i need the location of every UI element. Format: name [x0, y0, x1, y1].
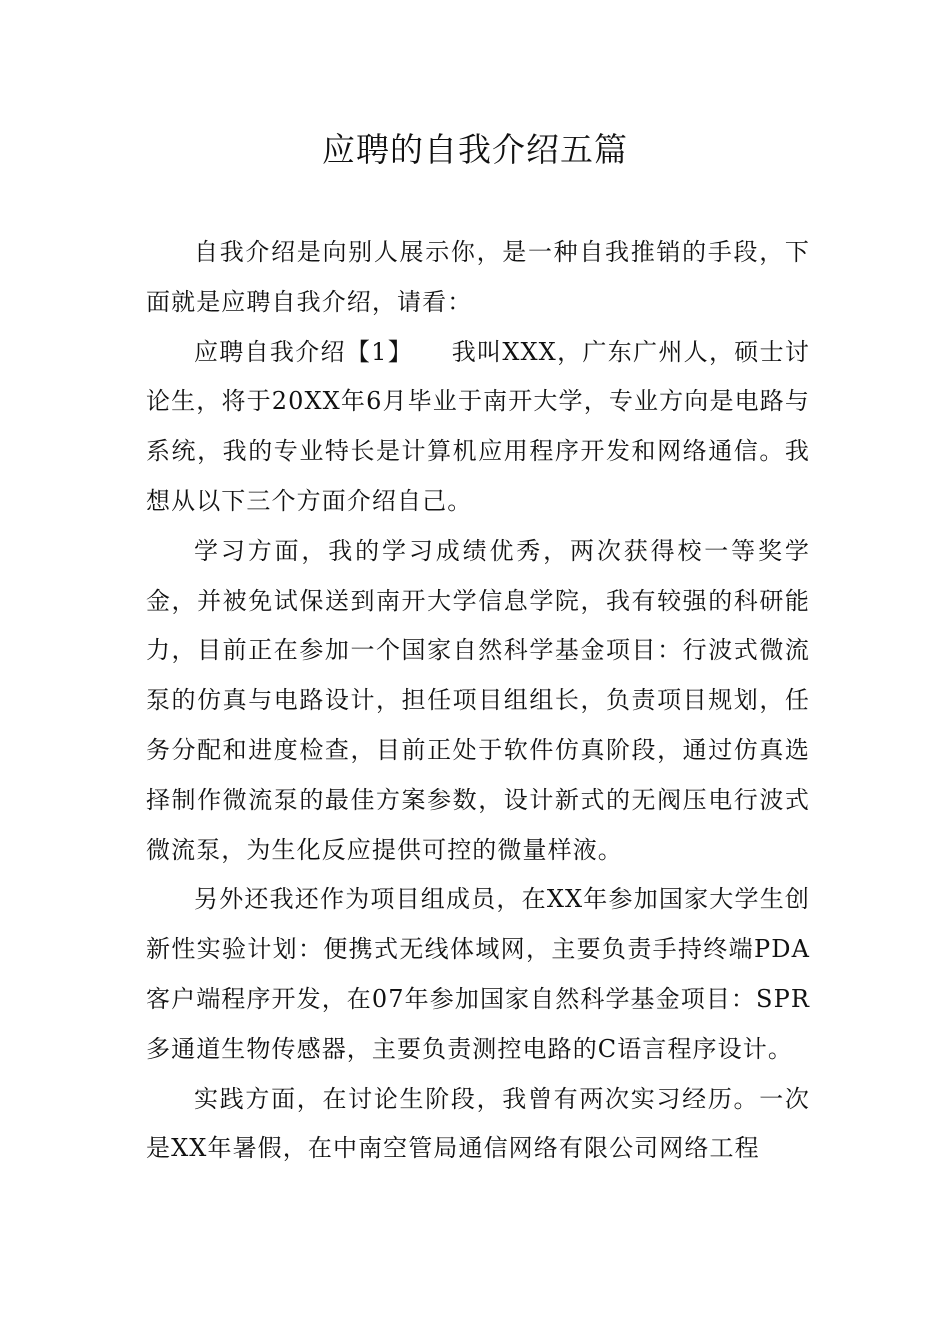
- paragraph-intro: 自我介绍是向别人展示你，是一种自我推销的手段，下面就是应聘自我介绍，请看：: [146, 238, 810, 316]
- paragraph-practice: 实践方面，在讨论生阶段，我曾有两次实习经历。一次是XX年暑假，在中南空管局通信网络有限公司网络工程: [146, 1084, 810, 1163]
- document-title: 应聘的自我介绍五篇: [322, 130, 628, 169]
- document-body: [146, 228, 810, 1174]
- paragraph-study: 学习方面，我的学习成绩优秀，两次获得校一等奖学金，并被免试保送到南开大学信息学院，我有较强的科研能力，目前正在参加一个国家自然科学基金项目：行波式微流泵的仿真与电路设计，担任项目组组长，负责项目规划，任务分配和进度检查，目前正处于软件仿真阶段，通过仿真选择制作微流泵的最佳方案参数，设计新式的无阀压电行波式微流泵，为生化反应提供可控的微量样液。: [146, 536, 810, 864]
- paragraph-projects: 另外还我还作为项目组成员，在XX年参加国家大学生创新性实验计划：便携式无线体域网，主要负责手持终端PDA客户端程序开发，在07年参加国家自然科学基金项目：SPR多通道生物传感器，主要负责测控电路的C语言程序设计。: [146, 885, 810, 1063]
- paragraph-self-intro-1: 应聘自我介绍【1】 我叫XXX，广东广州人，硕士讨论生，将于20XX年6月毕业于南开大学，专业方向是电路与系统，我的专业特长是计算机应用程序开发和网络通信。我想从以下三个方面介绍自己。: [146, 337, 810, 515]
